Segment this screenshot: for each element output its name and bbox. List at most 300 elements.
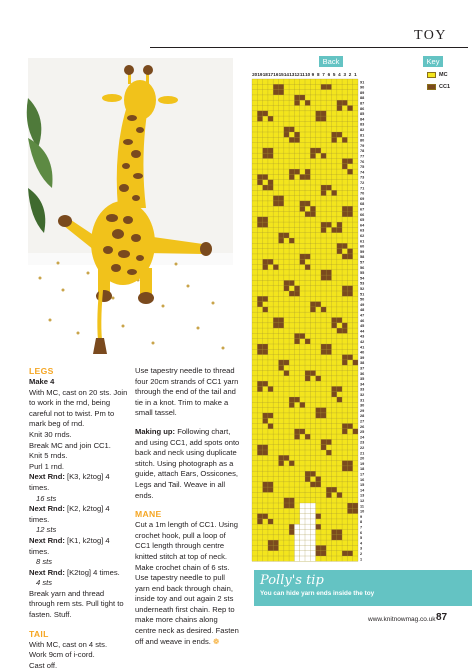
cc1-stitch	[268, 487, 273, 492]
row-number: 84	[360, 117, 365, 122]
cc1-stitch	[279, 233, 284, 238]
cc1-stitch	[300, 259, 305, 264]
cc1-stitch	[321, 439, 326, 444]
row-number: 15	[360, 483, 365, 488]
column-number: 18	[262, 72, 268, 77]
cc1-stitch	[263, 111, 268, 116]
column-number: 10	[305, 72, 311, 77]
row-number: 36	[360, 371, 365, 376]
chart-key-label: Key	[423, 56, 443, 67]
section-tag: TOY	[414, 28, 448, 43]
cc1-stitch	[257, 180, 262, 185]
cc1-stitch	[310, 206, 315, 211]
cc1-stitch	[289, 397, 294, 402]
cc1-stitch	[279, 84, 284, 89]
cc1-stitch	[273, 84, 278, 89]
chart-back-label: Back	[319, 56, 343, 67]
cc1-stitch	[316, 477, 321, 482]
row-number: 4	[360, 541, 363, 546]
cc1-stitch	[289, 238, 294, 243]
cc1-stitch	[289, 291, 294, 296]
row-number: 7	[360, 525, 363, 530]
column-number: 14	[283, 72, 290, 77]
cc1-stitch	[279, 360, 284, 365]
cc1-stitch	[316, 514, 321, 519]
cc1-stitch	[305, 201, 310, 206]
row-number: 69	[360, 196, 365, 201]
row-number: 74	[360, 170, 365, 175]
row-number: 31	[360, 398, 365, 403]
cc1-stitch	[347, 206, 352, 211]
tip-text: You can hide yarn ends inside the toy	[260, 590, 375, 597]
cc1-stitch	[279, 196, 284, 201]
cc1-stitch	[289, 498, 294, 503]
column-number: 8	[316, 72, 320, 77]
row-number: 30	[360, 403, 365, 408]
key-swatch	[427, 72, 436, 78]
row-number: 27	[360, 419, 365, 424]
row-number: 45	[360, 324, 365, 329]
cc1-stitch	[257, 514, 262, 519]
cc1-stitch	[326, 185, 331, 190]
cc1-stitch	[316, 545, 321, 550]
row-number: 58	[360, 255, 365, 260]
key-cc1	[427, 84, 450, 90]
cc1-stitch	[268, 180, 273, 185]
cc1-stitch	[326, 450, 331, 455]
row-number: 14	[360, 488, 365, 493]
cc1-stitch	[305, 434, 310, 439]
making-up-text: Making up: Following chart, and using CC1, add spots onto back and neck using duplicate stitch. Using photograph as a guide, attach Ears, Ossicones, Legs and Tail. Weave in all ends.	[135, 426, 240, 500]
cc1-stitch	[268, 413, 273, 418]
row-number: 57	[360, 260, 365, 265]
cc1-stitch	[284, 132, 289, 137]
row-number: 80	[360, 138, 365, 143]
cc1-stitch	[263, 344, 268, 349]
row-number: 60	[360, 244, 365, 249]
cc1-stitch	[321, 185, 326, 190]
row-number: 43	[360, 334, 365, 339]
cc1-stitch	[326, 344, 331, 349]
cc1-stitch	[263, 174, 268, 179]
cc1-stitch	[347, 466, 352, 471]
cc1-stitch	[326, 492, 331, 497]
cc1-stitch	[263, 482, 268, 487]
cc1-stitch	[279, 238, 284, 243]
cc1-stitch	[332, 392, 337, 397]
cc1-stitch	[347, 461, 352, 466]
cc1-stitch	[342, 461, 347, 466]
cc1-stitch	[321, 413, 326, 418]
mane-heading: MANE	[135, 509, 162, 520]
cc1-stitch	[321, 270, 326, 275]
row-number: 24	[360, 435, 365, 440]
cc1-stitch	[294, 100, 299, 105]
cc1-stitch	[337, 328, 342, 333]
row-number: 56	[360, 265, 365, 270]
row-number: 49	[360, 302, 365, 307]
cc1-stitch	[289, 524, 294, 529]
cc1-stitch	[257, 222, 262, 227]
cc1-stitch	[342, 551, 347, 556]
cc1-stitch	[300, 174, 305, 179]
row-number: 9	[360, 514, 363, 519]
row-number: 72	[360, 181, 365, 185]
cc1-stitch	[284, 503, 289, 508]
cc1-stitch	[332, 318, 337, 323]
cc1-stitch	[316, 482, 321, 487]
cc1-stitch	[257, 519, 262, 524]
row-number: 6	[360, 530, 363, 535]
cc1-stitch	[294, 95, 299, 100]
row-number: 59	[360, 249, 365, 254]
cc1-stitch	[337, 397, 342, 402]
row-number: 55	[360, 271, 365, 276]
legs-line: With MC, cast on 20 sts. Join to work in the rnd, being careful not to twist. Pm to mark beg of rnd.	[29, 387, 128, 429]
cc1-stitch	[263, 450, 268, 455]
row-number: 76	[360, 159, 365, 164]
cc1-stitch	[347, 291, 352, 296]
legs-line: Break MC and join CC1.	[29, 440, 111, 450]
row-number: 1	[360, 557, 363, 562]
row-number: 70	[360, 191, 365, 196]
cc1-stitch	[316, 524, 321, 529]
column-number: 7	[322, 72, 325, 77]
cc1-stitch	[263, 307, 268, 312]
cc1-stitch	[321, 344, 326, 349]
row-number: 22	[360, 446, 365, 450]
row-number: 34	[360, 382, 365, 387]
cc1-stitch	[284, 127, 289, 132]
cc1-stitch	[342, 243, 347, 248]
row-number: 29	[360, 408, 365, 413]
cc1-stitch	[268, 545, 273, 550]
cc1-stitch	[321, 190, 326, 195]
cc1-stitch	[257, 381, 262, 386]
cc1-stitch	[294, 429, 299, 434]
row-number: 90	[360, 85, 365, 90]
cc1-stitch	[310, 153, 315, 158]
cc1-stitch	[337, 106, 342, 111]
page-number: 87	[436, 612, 448, 623]
cc1-stitch	[279, 455, 284, 460]
cc1-stitch	[268, 424, 273, 429]
cc1-stitch	[268, 259, 273, 264]
tail-tassel-text: Use tapestry needle to thread four 20cm strands of CC1 yarn through the end of the tail and tie in a knot. Trim to make a small tassel.	[135, 366, 239, 418]
cc1-stitch	[263, 413, 268, 418]
cc1-stitch	[268, 482, 273, 487]
tail-line: Cast off.	[29, 660, 58, 670]
cc1-stitch	[284, 371, 289, 376]
cc1-stitch	[305, 254, 310, 259]
cc1-stitch	[294, 434, 299, 439]
tip-title: Polly's tip	[260, 573, 324, 588]
cc1-stitch	[326, 439, 331, 444]
row-number: 8	[360, 520, 363, 525]
cc1-stitch	[326, 270, 331, 275]
cc1-stitch	[332, 530, 337, 535]
tail-heading: TAIL	[29, 628, 49, 639]
cc1-stitch	[268, 540, 273, 545]
column-middle	[135, 366, 240, 647]
row-number: 3	[360, 546, 363, 551]
cc1-stitch	[332, 190, 337, 195]
row-number: 67	[360, 207, 365, 212]
cc1-stitch	[305, 100, 310, 105]
cc1-stitch	[342, 466, 347, 471]
column-number: 3	[343, 72, 347, 77]
cc1-stitch	[284, 360, 289, 365]
cc1-stitch	[353, 503, 358, 508]
cc1-stitch	[342, 291, 347, 296]
legs-round: Next Rnd: [K2tog] 4 times. 4 sts	[29, 567, 120, 588]
row-number: 26	[360, 424, 365, 429]
cc1-stitch	[305, 169, 310, 174]
cc1-stitch	[257, 217, 262, 222]
cc1-stitch	[337, 100, 342, 105]
cc1-stitch	[337, 227, 342, 232]
cc1-stitch	[347, 551, 352, 556]
cc1-stitch	[321, 227, 326, 232]
legs-line: Knit 5 rnds.	[29, 451, 68, 461]
row-number: 73	[360, 175, 365, 180]
cc1-stitch	[279, 318, 284, 323]
column-number: 19	[257, 72, 263, 77]
legs-line: Purl 1 rnd.	[29, 461, 65, 471]
cc1-stitch	[289, 280, 294, 285]
cc1-stitch	[300, 95, 305, 100]
cc1-stitch	[332, 137, 337, 142]
row-number: 81	[360, 133, 365, 138]
row-number: 68	[360, 202, 365, 207]
cc1-stitch	[332, 386, 337, 391]
cc1-stitch	[342, 429, 347, 434]
cc1-stitch	[279, 323, 284, 328]
cc1-stitch	[263, 514, 268, 519]
cc1-stitch	[300, 201, 305, 206]
row-number: 23	[360, 440, 365, 445]
row-number: 21	[360, 451, 365, 456]
row-number: 16	[360, 477, 365, 482]
key-mc	[427, 72, 448, 78]
cc1-stitch	[300, 402, 305, 407]
cc1-stitch	[347, 212, 352, 217]
row-number: 61	[360, 239, 365, 244]
key-label: CC1	[439, 84, 451, 90]
cc1-stitch	[263, 349, 268, 354]
tail-line: With MC, cast on 4 sts.	[29, 639, 108, 649]
row-number: 77	[360, 154, 365, 159]
cc1-stitch	[263, 148, 268, 153]
cc1-stitch	[294, 339, 299, 344]
row-number: 19	[360, 461, 365, 466]
cc1-stitch	[342, 328, 347, 333]
cc1-stitch	[342, 360, 347, 365]
cc1-stitch	[321, 307, 326, 312]
cc1-stitch	[342, 355, 347, 360]
cc1-stitch	[294, 397, 299, 402]
cc1-stitch	[347, 508, 352, 513]
cc1-stitch	[353, 360, 358, 365]
row-number: 44	[360, 329, 365, 334]
knitting-chart	[250, 68, 420, 562]
cc1-stitch	[257, 445, 262, 450]
cc1-stitch	[268, 386, 273, 391]
cc1-stitch	[316, 148, 321, 153]
cc1-stitch	[342, 137, 347, 142]
cc1-stitch	[289, 402, 294, 407]
cc1-stitch	[284, 498, 289, 503]
cc1-stitch	[353, 429, 358, 434]
cc1-stitch	[347, 254, 352, 259]
cc1-stitch	[321, 222, 326, 227]
row-number: 64	[360, 223, 365, 228]
row-number: 35	[360, 377, 365, 382]
cc1-stitch	[326, 349, 331, 354]
legs-make: Make 4	[29, 377, 55, 386]
cc1-stitch	[263, 487, 268, 492]
cc1-stitch	[321, 551, 326, 556]
cc1-stitch	[347, 355, 352, 360]
row-number: 79	[360, 143, 365, 148]
cc1-stitch	[332, 323, 337, 328]
cc1-stitch	[305, 212, 310, 217]
row-number: 52	[360, 287, 365, 291]
column-number: 11	[299, 72, 305, 77]
row-number: 82	[360, 128, 365, 132]
cc1-stitch	[273, 196, 278, 201]
row-number: 46	[360, 318, 365, 323]
cc1-stitch	[284, 455, 289, 460]
cc1-stitch	[326, 275, 331, 280]
footer-website: www.knitnowmag.co.uk	[368, 616, 436, 623]
cc1-stitch	[257, 386, 262, 391]
cc1-stitch	[289, 174, 294, 179]
cc1-stitch	[300, 429, 305, 434]
chart-blank-area	[294, 524, 299, 561]
cc1-stitch	[279, 365, 284, 370]
cc1-stitch	[257, 450, 262, 455]
row-number: 39	[360, 355, 365, 360]
cc1-stitch	[289, 169, 294, 174]
legs-heading: LEGS	[29, 366, 54, 376]
cc1-stitch	[263, 217, 268, 222]
cc1-stitch	[273, 540, 278, 545]
cc1-stitch	[268, 116, 273, 121]
cc1-stitch	[347, 169, 352, 174]
cc1-stitch	[294, 132, 299, 137]
cc1-stitch	[347, 249, 352, 254]
column-number: 16	[273, 72, 279, 77]
cc1-stitch	[321, 349, 326, 354]
cc1-stitch	[279, 201, 284, 206]
cc1-stitch	[342, 206, 347, 211]
row-number: 53	[360, 281, 365, 286]
row-number: 91	[360, 80, 365, 85]
cc1-stitch	[268, 185, 273, 190]
cc1-stitch	[342, 212, 347, 217]
cc1-stitch	[300, 333, 305, 338]
row-number: 12	[360, 499, 365, 503]
cc1-stitch	[316, 376, 321, 381]
row-number: 33	[360, 387, 365, 392]
cc1-stitch	[305, 174, 310, 179]
cc1-stitch	[268, 519, 273, 524]
row-number: 32	[360, 393, 365, 397]
cc1-stitch	[273, 545, 278, 550]
key-label: MC	[439, 72, 448, 78]
cc1-stitch	[342, 424, 347, 429]
cc1-stitch	[347, 286, 352, 291]
cc1-stitch	[321, 545, 326, 550]
row-number: 54	[360, 276, 365, 281]
cc1-stitch	[289, 503, 294, 508]
cc1-stitch	[289, 530, 294, 535]
cc1-stitch	[263, 153, 268, 158]
cc1-stitch	[279, 461, 284, 466]
cc1-stitch	[310, 212, 315, 217]
cc1-stitch	[347, 424, 352, 429]
cc1-stitch	[310, 302, 315, 307]
cc1-stitch	[273, 318, 278, 323]
cc1-stitch	[321, 408, 326, 413]
row-number: 41	[360, 345, 365, 350]
cc1-stitch	[326, 487, 331, 492]
row-number: 63	[360, 228, 365, 233]
column-number: 20	[252, 72, 258, 77]
cc1-stitch	[337, 132, 342, 137]
row-number: 28	[360, 414, 365, 419]
cc1-stitch	[332, 132, 337, 137]
cc1-stitch	[321, 84, 326, 89]
row-number: 47	[360, 313, 365, 318]
cc1-stitch	[305, 471, 310, 476]
cc1-stitch	[342, 164, 347, 169]
column-number: 15	[278, 72, 284, 77]
cc1-stitch	[268, 153, 273, 158]
row-number: 78	[360, 149, 365, 154]
cc1-stitch	[321, 153, 326, 158]
end-mark-icon: ❁	[212, 636, 220, 646]
giraffe-photo	[28, 58, 233, 358]
row-number: 5	[360, 536, 363, 541]
cc1-stitch	[316, 408, 321, 413]
column-left	[29, 366, 129, 671]
cc1-stitch	[294, 137, 299, 142]
cc1-stitch	[326, 222, 331, 227]
cc1-stitch	[321, 116, 326, 121]
cc1-stitch	[294, 291, 299, 296]
cc1-stitch	[257, 174, 262, 179]
cc1-stitch	[294, 286, 299, 291]
cc1-stitch	[257, 111, 262, 116]
column-number: 4	[338, 72, 341, 77]
cc1-stitch	[337, 318, 342, 323]
cc1-stitch	[289, 137, 294, 142]
cc1-stitch	[257, 349, 262, 354]
tail-line: Work 9cm of i-cord.	[29, 650, 95, 660]
column-number: 13	[289, 72, 295, 77]
cc1-stitch	[332, 535, 337, 540]
cc1-stitch	[321, 111, 326, 116]
row-number: 75	[360, 165, 365, 170]
cc1-stitch	[305, 265, 310, 270]
cc1-stitch	[289, 461, 294, 466]
cc1-stitch	[337, 249, 342, 254]
row-number: 66	[360, 212, 365, 217]
cc1-stitch	[342, 323, 347, 328]
cc1-stitch	[310, 307, 315, 312]
